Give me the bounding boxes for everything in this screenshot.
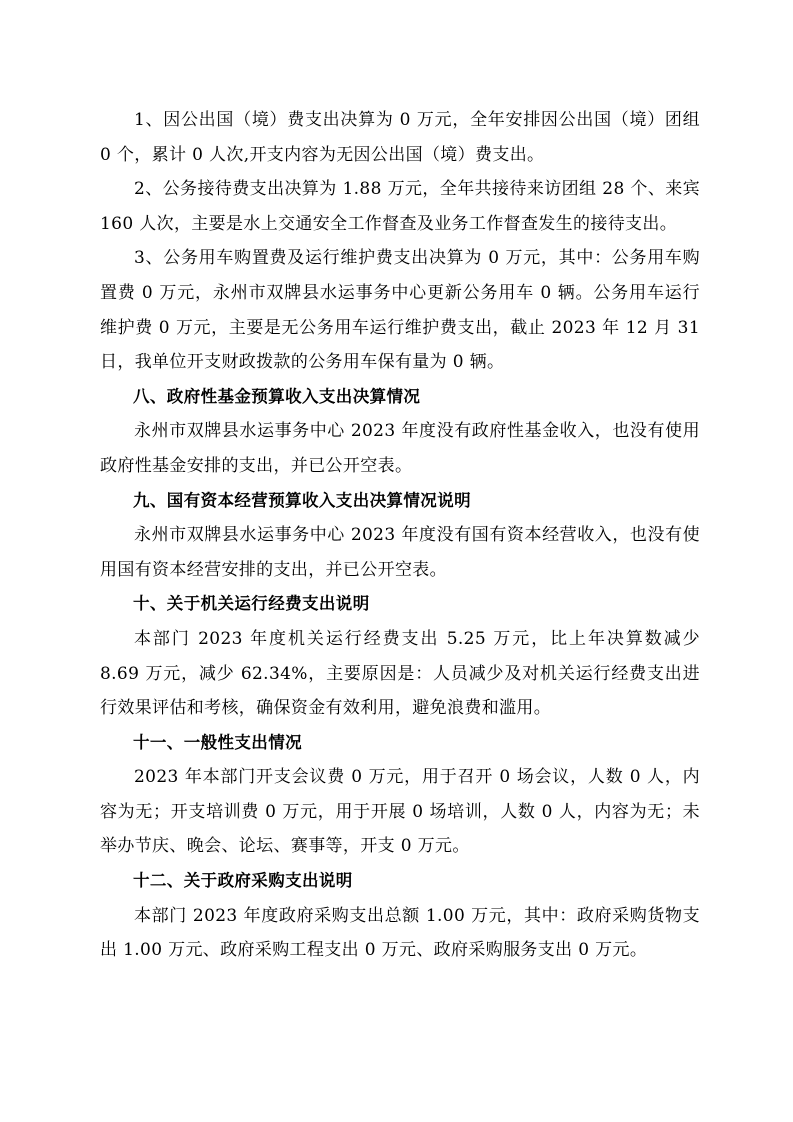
heading-section-12: 十二、关于政府采购支出说明 xyxy=(133,871,353,891)
paragraph-vehicles: 3、公务用车购置费及运行维护费支出决算为 0 万元，其中：公务用车购置费 0 万元，永州市双牌县水运事务中心更新公务用车 0 辆。公务用车运行维护费 0 万元，主要是无公务用车运行维护费支出，截止 2023 年 12 月 31 日，我单位开支财政拨款的公务用车保有量为 0 辆。 xyxy=(100,248,700,373)
paragraph-government-fund: 永州市双牌县水运事务中心 2023 年度没有政府性基金收入，也没有使用政府性基金安排的支出，并已公开空表。 xyxy=(100,421,700,476)
paragraph-operating-expenses: 本部门 2023 年度机关运行经费支出 5.25 万元，比上年决算数减少 8.69 万元，减少 62.34%，主要原因是：人员减少及对机关运行经费支出进行效果评估和考核，确保资金有效利用，避免浪费和滥用。 xyxy=(100,628,700,719)
paragraph-reception: 2、公务接待费支出决算为 1.88 万元，全年共接待来访团组 28 个、来宾 160 人次，主要是水上交通安全工作督查及业务工作督查发生的接待支出。 xyxy=(100,179,700,234)
heading-section-9: 九、国有资本经营预算收入支出决算情况说明 xyxy=(133,490,471,510)
heading-section-8: 八、政府性基金预算收入支出决算情况 xyxy=(133,386,421,406)
paragraph-general-expenditure: 2023 年本部门开支会议费 0 万元，用于召开 0 场会议，人数 0 人，内容为无；开支培训费 0 万元，用于开展 0 场培训，人数 0 人，内容为无；未举办节庆、晚会、论坛、赛事等，开支 0 万元。 xyxy=(100,767,700,857)
heading-section-11: 十一、一般性支出情况 xyxy=(133,732,302,752)
paragraph-procurement: 本部门 2023 年度政府采购支出总额 1.00 万元，其中：政府采购货物支出 1.00 万元、政府采购工程支出 0 万元、政府采购服务支出 0 万元。 xyxy=(100,905,700,961)
paragraph-state-capital: 永州市双牌县水运事务中心 2023 年度没有国有资本经营收入，也没有使用国有资本经营安排的支出，并已公开空表。 xyxy=(100,525,700,580)
document-body xyxy=(100,103,700,968)
heading-section-10: 十、关于机关运行经费支出说明 xyxy=(133,594,370,614)
paragraph-outbound-travel: 1、因公出国（境）费支出决算为 0 万元，全年安排因公出国（境）团组 0 个，累计 0 人次,开支内容为无因公出国（境）费支出。 xyxy=(100,110,700,165)
